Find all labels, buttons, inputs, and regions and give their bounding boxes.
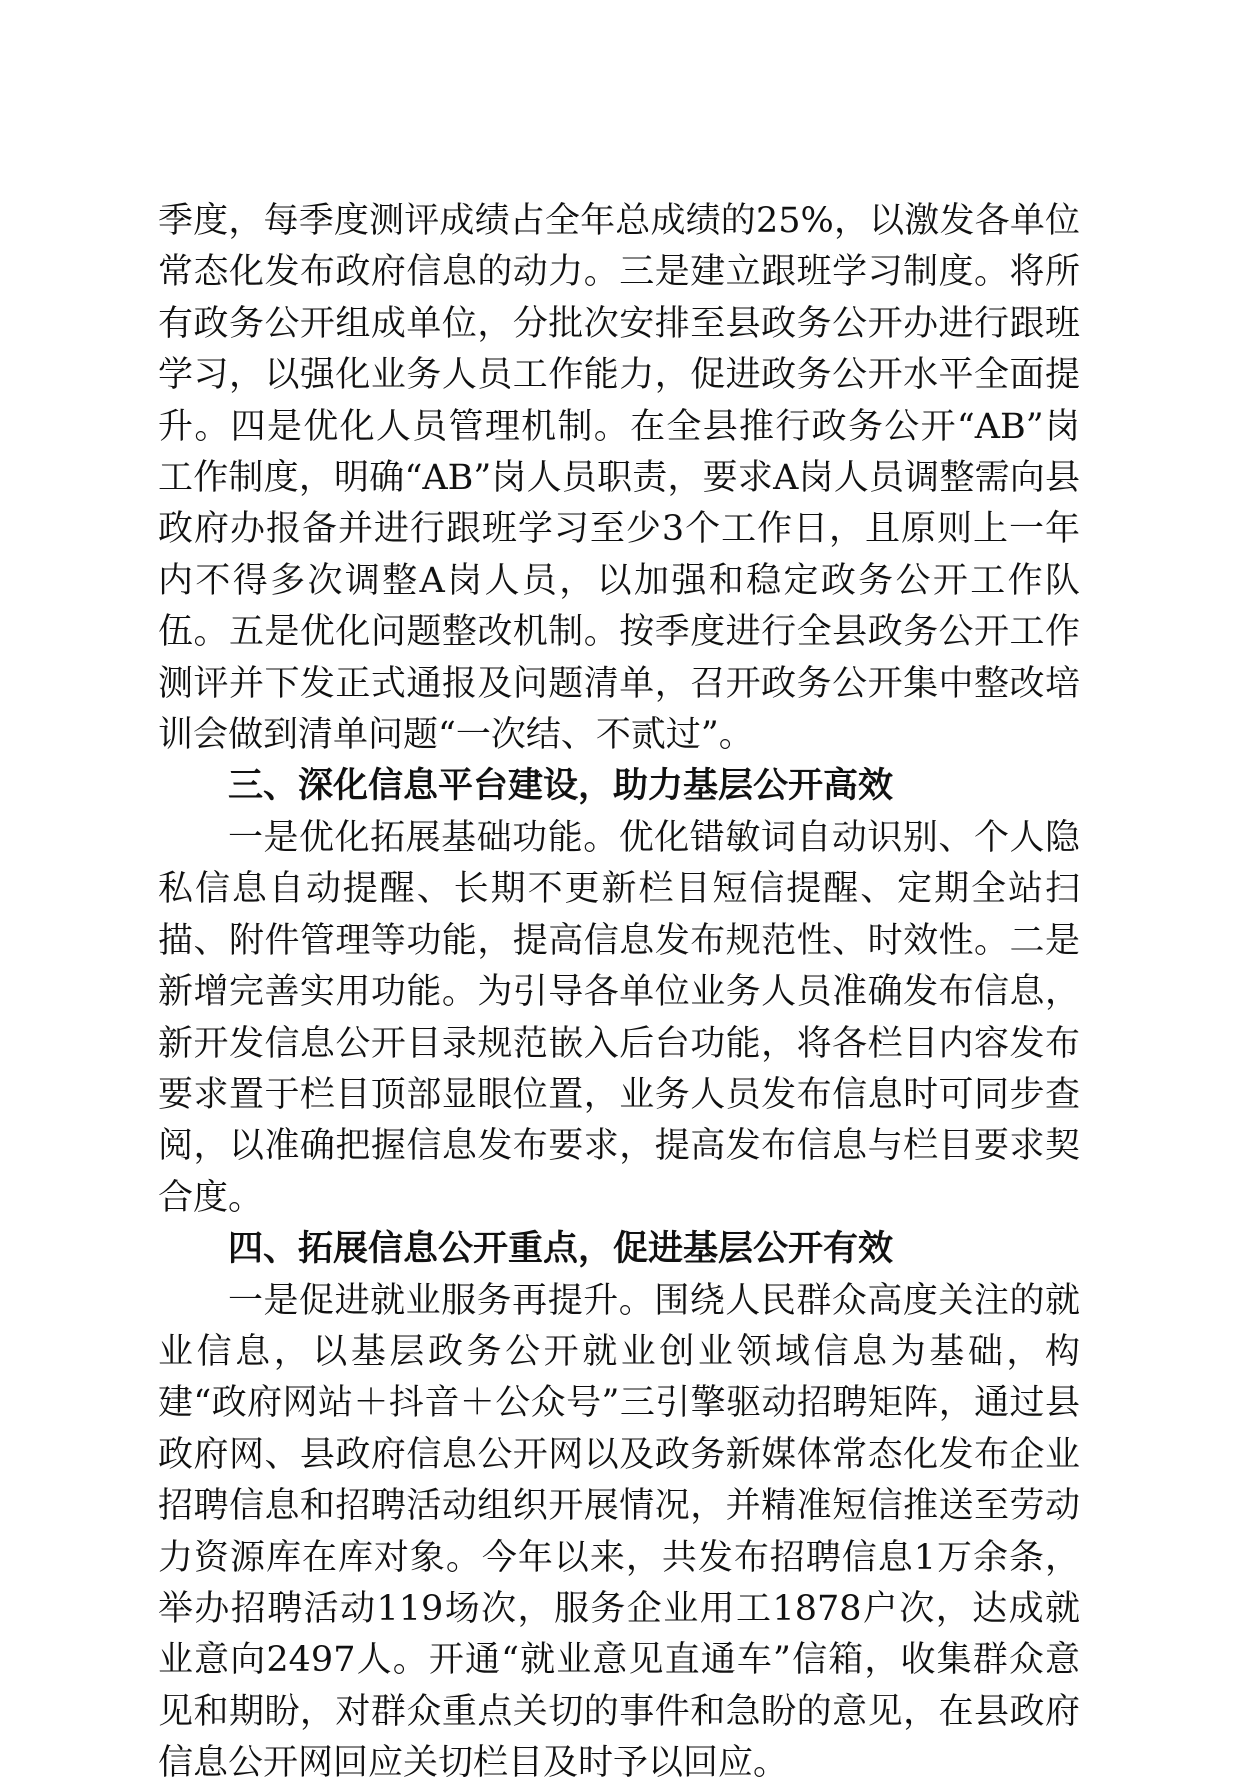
section-heading-3: 三、深化信息平台建设，助力基层公开高效 xyxy=(228,766,894,807)
body-paragraph: 一是优化拓展基础功能。优化错敏词自动识别、个人隐私信息自动提醒、长期不更新栏目短信提醒、定期全站扫描、附件管理等功能，提高信息发布规范性、时效性。二是新增完善实用功能。为引导各单位业务人员准确发布信息，新开发信息公开目录规范嵌入后台功能，将各栏目内容发布要求置于栏目顶部显眼位置，业务人员发布信息时可同步查阅，以准确把握信息发布要求，提高发布信息与栏目要求契合度。 xyxy=(158,817,1080,1218)
body-paragraph: 季度，每季度测评成绩占全年总成绩的25%，以激发各单位常态化发布政府信息的动力。三是建立跟班学习制度。将所有政务公开组成单位，分批次安排至县政务公开办进行跟班学习，以强化业务人员工作能力，促进政务公开水平全面提升。四是优化人员管理机制。在全县推行政务公开“AB”岗工作制度，明确“AB”岗人员职责，要求A岗人员调整需向县政府办报备并进行跟班学习至少3个工作日，且原则上一年内不得多次调整A岗人员，以加强和稳定政务公开工作队伍。五是优化问题整改机制。按季度进行全县政务公开工作测评并下发正式通报及问题清单，召开政务公开集中整改培训会做到清单问题“一次结、不贰过”。 xyxy=(158,201,1080,756)
section-heading-4: 四、拓展信息公开重点，促进基层公开有效 xyxy=(228,1229,894,1270)
document-body xyxy=(158,196,1080,1790)
body-paragraph: 一是促进就业服务再提升。围绕人民群众高度关注的就业信息，以基层政务公开就业创业领域信息为基础，构建“政府网站＋抖音＋公众号”三引擎驱动招聘矩阵，通过县政府网、县政府信息公开网以及政务新媒体常态化发布企业招聘信息和招聘活动组织开展情况，并精准短信推送至劳动力资源库在库对象。今年以来，共发布招聘信息1万余条，举办招聘活动119场次，服务企业用工1878户次，达成就业意向2497人。开通“就业意见直通车”信箱，收集群众意见和期盼，对群众重点关切的事件和急盼的意见，在县政府信息公开网回应关切栏目及时予以回应。 xyxy=(158,1280,1080,1784)
